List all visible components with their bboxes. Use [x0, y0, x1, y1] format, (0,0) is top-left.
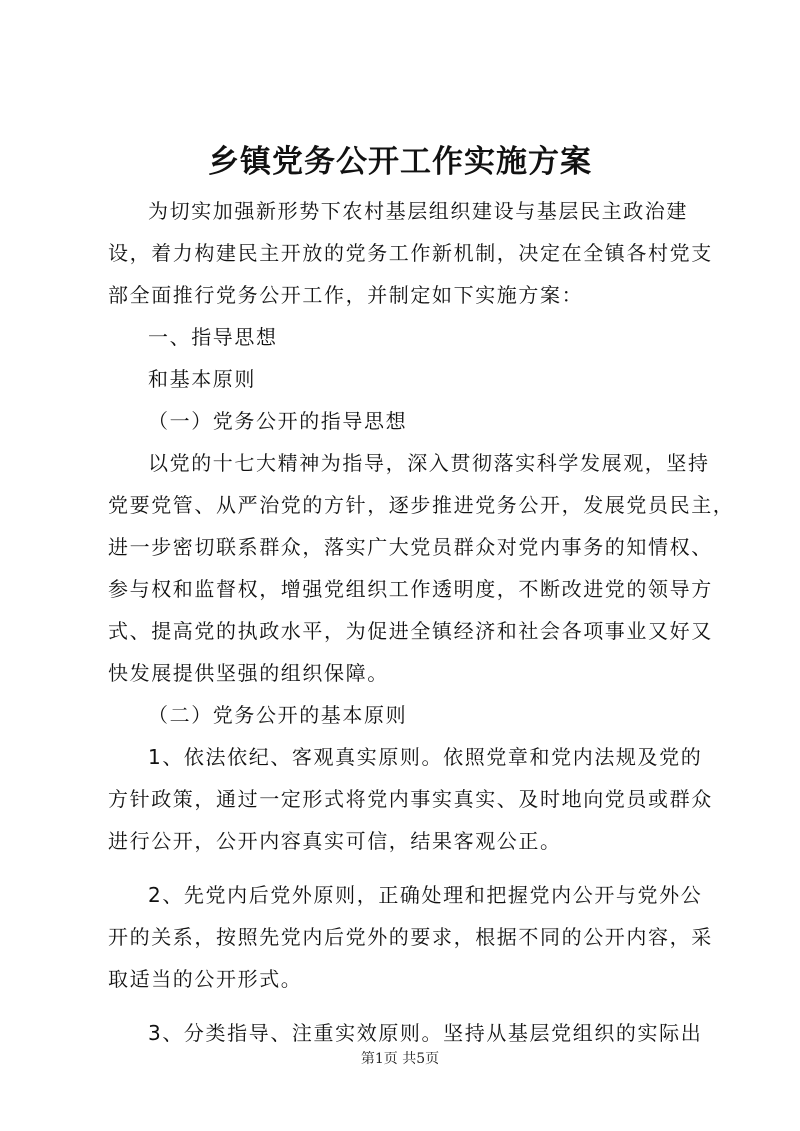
- document-body: [108, 190, 735, 1054]
- paragraph-line: 快发展提供坚强的组织保障。: [108, 661, 389, 685]
- subsection-heading: （二）党务公开的基本原则: [148, 703, 408, 727]
- paragraph-gap: [108, 1000, 704, 1012]
- paragraph-line: 取适当的公开形式。: [108, 967, 303, 991]
- paragraph-line: 以党的十七大精神为指导，深入贯彻落实科学发展观，坚持: [148, 451, 710, 475]
- paragraph-line: 设，着力构建民主开放的党务工作新机制，决定在全镇各村党支: [108, 241, 713, 265]
- paragraph-line: 进行公开，公开内容真实可信，结果客观公正。: [108, 829, 562, 853]
- paragraph-line: 进一步密切联系群众，落实广大党员群众对党内事务的知情权、: [108, 535, 713, 559]
- paragraph-line: 为切实加强新形势下农村基层组织建设与基层民主政治建: [148, 199, 688, 223]
- paragraph-line: 1、依法依纪、客观真实原则。依照党章和党内法规及党的: [148, 745, 703, 769]
- section-heading: 一、指导思想: [148, 325, 278, 349]
- paragraph-line: 3、分类指导、注重实效原则。坚持从基层党组织的实际出: [148, 1021, 703, 1045]
- page-footer: 第1页 共5页: [360, 1051, 440, 1067]
- paragraph-line: 党要党管、从严治党的方针，逐步推进党务公开，发展党员民主，: [108, 493, 735, 517]
- paragraph-line: 部全面推行党务公开工作，并制定如下实施方案：: [108, 283, 584, 307]
- paragraph-gap: [108, 862, 704, 874]
- document-title: 乡镇党务公开工作实施方案: [208, 144, 592, 180]
- paragraph-line: 2、先党内后党外原则，正确处理和把握党内公开与党外公: [148, 883, 703, 907]
- section-heading-continued: 和基本原则: [148, 367, 256, 391]
- paragraph-line: 开的关系，按照先党内后党外的要求，根据不同的公开内容，采: [108, 925, 713, 949]
- paragraph-line: 参与权和监督权，增强党组织工作透明度，不断改进党的领导方: [108, 577, 713, 601]
- subsection-heading: （一）党务公开的指导思想: [148, 409, 408, 433]
- paragraph-line: 方针政策，通过一定形式将党内事实真实、及时地向党员或群众: [108, 787, 713, 811]
- paragraph-line: 式、提高党的执政水平，为促进全镇经济和社会各项事业又好又: [108, 619, 713, 643]
